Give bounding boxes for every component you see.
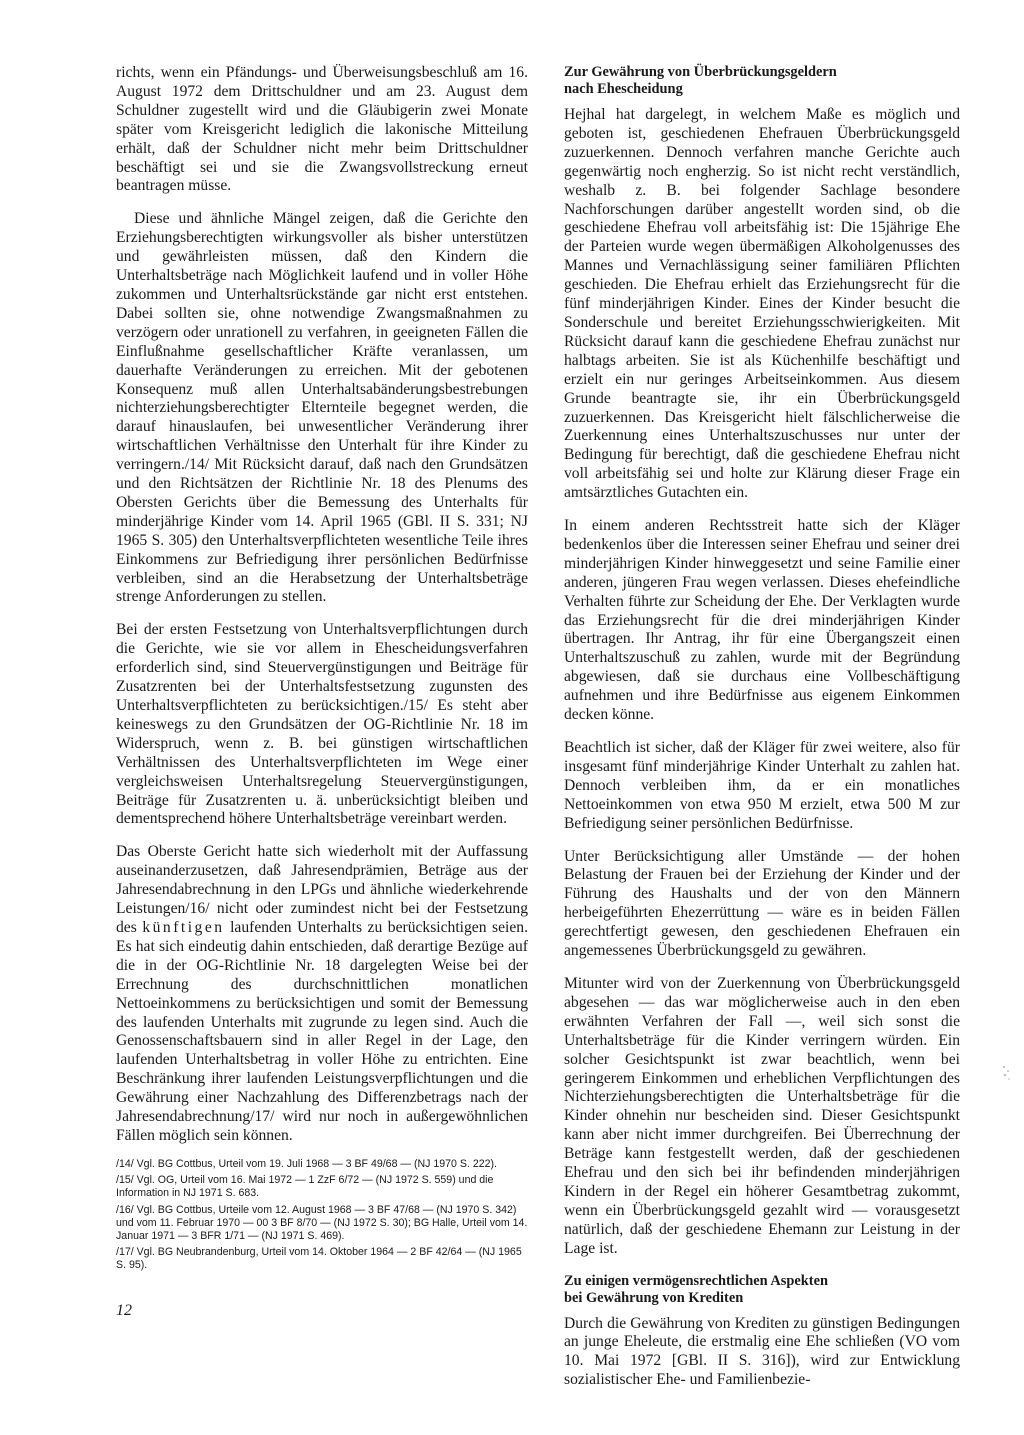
section-heading-line: nach Ehescheidung bbox=[564, 81, 683, 97]
left-column bbox=[116, 64, 528, 1160]
paragraph: Bei der ersten Festsetzung von Unterhaltsverpflichtungen durch die Gerichte, wie sie vor allem in Ehescheidungsverfahren erforderlich sind, sind Steuervergünstigungen und Beiträge für Zusatzrenten bei der Unterhaltsfestsetzung zugunsten des Unterhaltsverpflichteten zu berücksichtigen./15/ Es steht aber keineswegs zu den Grundsätzen der OG-Richtlinie Nr. 18 im Widerspruch, wenn z. B. bei günstigen wirtschaftlichen Verhältnissen des Unterhaltsverpflichteten im Wege einer vergleichsweisen Unterhaltsregelung Steuervergünstigungen, Beiträge für Zusatzrenten u. ä. unberücksichtigt bleiben und dementsprechend höhere Unterhaltsbeträge vereinbart werden. bbox=[116, 621, 528, 828]
paragraph: richts, wenn ein Pfändungs- und Überweisungsbeschluß am 16. August 1972 dem Drittschuldner und am 23. August dem Schuldner zugestellt wird und die Gläubigerin zwei Monate später vom Kreisgericht lediglich die lakonische Mitteilung erhält, daß der Schuldner nicht mehr beim Drittschuldner beschäftigt sei und sie die Zwangsvollstreckung erneut beantragen müsse. bbox=[116, 64, 528, 195]
paragraph: Mitunter wird von der Zuerkennung von Überbrückungsgeld abgesehen — das war möglicherweise auch in den eben erwähnten Verfahren der Fall —, weil sich sonst die Unterhaltsbeträge für die Kinder verringern würden. Ein solcher Gesichtspunkt ist zwar beachtlich, wenn bei geringerem Einkommen und erheblichen Verpflichtungen des Nichterziehungsberechtigten die Unterhaltsbeträge für die Kinder ohnehin nur bescheiden sind. Dieser Gesichtspunkt kann aber nicht immer durchgreifen. Bei Überrechnung der Beträge kann festgestellt werden, daß der geschiedenen Ehefrau und den sich bei ihr befindenden minderjährigen Kindern in der Regel ein höherer Gesamtbetrag zukommt, wenn ein Überbrückungsgeld gezahlt wird — vorausgesetzt natürlich, daß der geschiedene Ehemann zur Leistung in der Lage ist. bbox=[564, 974, 960, 1257]
paragraph: Diese und ähnliche Mängel zeigen, daß die Gerichte den Erziehungsberechtigten wirkungsvoller als bisher unterstützen und gewährleisten müssen, daß den Kindern die Unterhaltsbeträge nach Möglichkeit laufend und in voller Höhe zukommen und Unterhaltsrückstände gar nicht erst entstehen. Dabei sollten sie, ohne notwendige Zwangsmaßnahmen zu verzögern oder unrationell zu verfahren, in geeigneten Fällen die Einflußnahme gesellschaftlicher Kräfte veranlassen, um dauerhafte Veränderungen zu erreichen. Mit der gebotenen Konsequenz muß allen Unterhaltsabänderungsbestrebungen nichterziehungsberechtigter Elternteile begegnet werden, die darauf hinauslaufen, bei unwesentlicher Veränderung ihrer wirtschaftlichen Verhältnisse den Unterhalt für ihre Kinder zu verringern./14/ Mit Rücksicht darauf, daß nach den Grundsätzen und den Richtsätzen der Richtlinie Nr. 18 des Plenums des Obersten Gerichts über die Bemessung des Unterhalts für minderjährige Kinder vom 14. April 1965 (GBl. II S. 331; NJ 1965 S. 305) den Unterhaltsverpflichteten wesentliche Teile ihres Einkommens zur Befriedigung ihrer persönlichen Bedürfnisse verbleiben, sind an die Herabsetzung der Unterhaltsbeträge strenge Anforderungen zu stellen. bbox=[116, 210, 528, 606]
footnote: /14/ Vgl. BG Cottbus, Urteil vom 19. Juli 1968 — 3 BF 49/68 — (NJ 1970 S. 222). bbox=[116, 1158, 497, 1170]
paragraph: Unter Berücksichtigung aller Umstände — der hohen Belastung der Frauen bei der Erziehung der Kinder und der Führung des Haushalts und der von den Männern herbeigeführten Ehezerrüttung — wäre es in beiden Fällen gerechtfertigt gewesen, den geschiedenen Ehefrauen ein angemessenes Überbrückungsgeld zu gewähren. bbox=[564, 847, 960, 960]
paragraph-text: Das Oberste Gericht hatte sich wiederholt mit der Auffassung auseinanderzusetzen, daß Jahresendprämien, Beträge aus der Jahresendabrechnung in den LPGs und ähnliche wiederkehrende Leistungen/16/ nicht oder zumindest nicht bei der Festsetzung des bbox=[116, 843, 528, 936]
section-heading bbox=[564, 64, 960, 98]
right-column bbox=[564, 64, 960, 1404]
section-heading-line: bei Gewährung von Krediten bbox=[564, 1289, 744, 1306]
footnote: /16/ Vgl. BG Cottbus, Urteile vom 12. August 1968 — 3 BF 47/68 — (NJ 1970 S. 342) und vom 11. Februar 1970 — 00 3 BF 8/70 — (NJ 1972 S. 30); BG Halle, Urteil vom 14. Januar 1971 — 3 BFR 1/71 — (NJ 1971 S. 469). bbox=[116, 1203, 528, 1243]
scan-speck bbox=[1000, 1062, 1014, 1084]
section-heading-line: Zur Gewährung von Überbrückungsgeldern bbox=[564, 64, 837, 80]
section-heading bbox=[564, 1273, 960, 1307]
section-heading-line: Zu einigen vermögensrechtlichen Aspekten bbox=[564, 1272, 828, 1289]
footnote: /17/ Vgl. BG Neubrandenburg, Urteil vom 14. Oktober 1964 — 2 BF 42/64 — (NJ 1965 S. 95). bbox=[116, 1246, 522, 1272]
page-number: 12 bbox=[116, 1302, 132, 1319]
emphasized-word: künftigen bbox=[142, 918, 225, 936]
footnotes bbox=[116, 1158, 528, 1276]
footnote: /15/ Vgl. OG, Urteil vom 16. Mai 1972 — 1 ZzF 6/72 — (NJ 1972 S. 559) und die Information in NJ 1971 S. 683. bbox=[116, 1174, 494, 1200]
paragraph: Beachtlich ist sicher, daß der Kläger für zwei weitere, also für insgesamt fünf minderjährige Kinder Unterhalt zu zahlen hat. Dennoch verbleiben ihm, da er ein monatliches Nettoeinkommen von etwa 950 M erzielt, etwa 500 M zur Befriedigung seiner persönlichen Bedürfnisse. bbox=[564, 739, 960, 832]
paragraph-text: laufenden Unterhalts zu berücksichtigen seien. Es hat sich eindeutig dahin entschieden, daß derartige Bezüge auf die in der OG-Richtlinie Nr. 18 dargelegten Weise bei der Errechnung des durchschnittlichen monatlichen Nettoeinkommens zu berücksichtigen und somit der Bemessung des laufenden Unterhalts mit zugrunde zu legen sind. Auch die Genossenschaftsbauern sind in aller Regel in der Lage, den laufenden Unterhaltsbetrag in voller Höhe zu entrichten. Eine Beschränkung ihrer laufenden Leistungsverpflichtungen und die Gewährung einer Nachzahlung des Differenzbetrags nach der Jahresendabrechnung/17/ wird nur noch in außergewöhnlichen Fällen möglich sein können. bbox=[116, 918, 528, 1144]
paragraph: Durch die Gewährung von Krediten zu günstigen Bedingungen an junge Eheleute, die erstmalig eine Ehe schließen (VO vom 10. Mai 1972 [GBl. II S. 316]), wird zur Entwicklung sozialistischer Ehe- und Familienbezie- bbox=[564, 1314, 960, 1389]
paragraph: In einem anderen Rechtsstreit hatte sich der Kläger bedenkenlos über die Interessen seiner Ehefrau und seiner drei minderjährigen Kinder hinweggesetzt und seine Familie einer anderen, jüngeren Frau wegen verlassen. Dieses ehefeindliche Verhalten führte zur Scheidung der Ehe. Der Verklagten wurde das Erziehungsrecht für die drei minderjährigen Kinder übertragen. Ihr Antrag, ihr für eine Übergangszeit einen Unterhaltszuschuß zu zahlen, wurde mit der Begründung abgewiesen, daß sie durchaus eine Vollbeschäftigung aufnehmen und ihre Bedürfnisse aus eigenem Einkommen decken könne. bbox=[564, 517, 960, 724]
paragraph: Hejhal hat dargelegt, in welchem Maße es möglich und geboten ist, geschiedenen Ehefrauen Überbrückungsgeld zuzuerkennen. Dennoch verfahren manche Gerichte auch gegenwärtig noch engherzig. So ist nicht recht verständlich, weshalb z. B. bei folgender Sachlage besondere Nachforschungen darüber angestellt worden sind, ob die geschiedene Ehefrau voll arbeitsfähig ist: Die 15jährige Ehe der Parteien wurde wegen übermäßigen Alkoholgenusses des Mannes und Vernachlässigung seiner familiären Pflichten geschieden. Die Ehefrau erhielt das Erziehungsrecht für die fünf minderjährigen Kinder. Eines der Kinder besucht die Sonderschule und bereitet Erziehungsschwierigkeiten. Mit Rücksicht darauf kann die geschiedene Ehefrau zunächst nur halbtags arbeiten. Sie ist als Küchenhilfe beschäftigt und erzielt ein nur geringes Arbeitseinkommen. Aus diesem Grunde beantragte sie, ihr ein Überbrückungsgeld zuzuerkennen. Das Kreisgericht hielt fälschlicherweise die Zuerkennung eines Unterhaltszuschusses nur unter der Bedingung für berechtigt, daß die geschiedene Ehefrau nicht voll arbeitsfähig sei und holte zur Klärung dieser Frage ein amtsärztliches Gutachten ein. bbox=[564, 106, 960, 502]
paragraph bbox=[116, 843, 528, 1146]
